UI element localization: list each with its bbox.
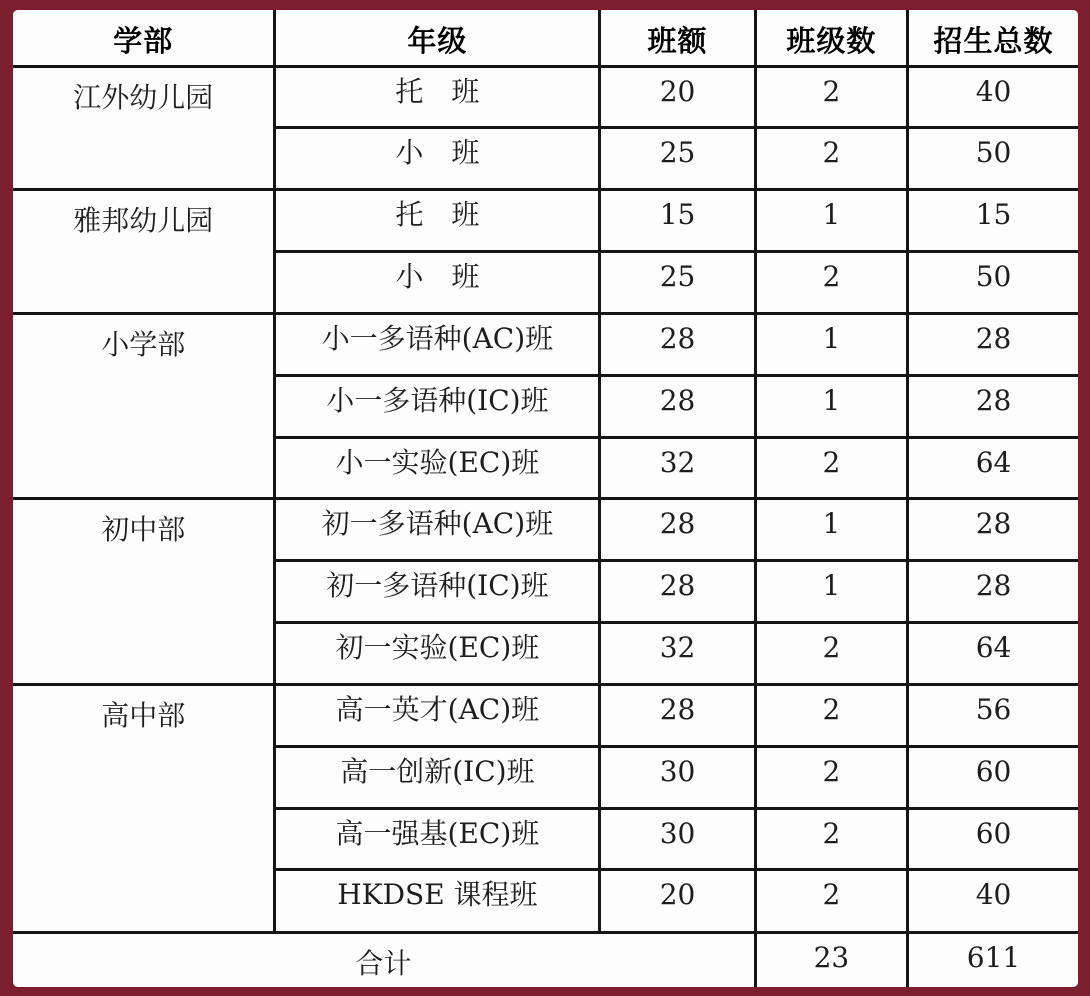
- department-cell: 小学部: [13, 313, 275, 499]
- grade-cell: 初一实验(EC)班: [275, 623, 600, 685]
- header-row: [13, 10, 1078, 66]
- total-row: [13, 932, 1078, 987]
- enrollment-cell: 40: [908, 66, 1078, 128]
- enrollment-cell: 28: [908, 313, 1078, 375]
- total-enrollment-cell: 611: [908, 932, 1078, 987]
- enrollment-cell: 28: [908, 499, 1078, 561]
- class-size-cell: 30: [600, 808, 755, 870]
- class-count-cell: 2: [755, 66, 907, 128]
- enrollment-cell: 40: [908, 870, 1078, 932]
- class-count-cell: 1: [755, 190, 907, 252]
- col-header-department: 学部: [13, 10, 275, 66]
- class-size-cell: 30: [600, 746, 755, 808]
- total-class-count-cell: 23: [755, 932, 907, 987]
- col-header-enrollment-total: 招生总数: [908, 10, 1078, 66]
- department-cell: 高中部: [13, 684, 275, 932]
- grade-cell: HKDSE 课程班: [275, 870, 600, 932]
- class-size-cell: 28: [600, 499, 755, 561]
- enrollment-cell: 64: [908, 623, 1078, 685]
- grade-cell: 初一多语种(AC)班: [275, 499, 600, 561]
- col-header-class-count: 班级数: [755, 10, 907, 66]
- table-panel: [13, 10, 1078, 987]
- class-count-cell: 2: [755, 808, 907, 870]
- enrollment-table: [13, 10, 1078, 987]
- grade-cell: 高一强基(EC)班: [275, 808, 600, 870]
- class-count-cell: 2: [755, 128, 907, 190]
- table-row: [13, 684, 1078, 746]
- class-count-cell: 2: [755, 623, 907, 685]
- enrollment-cell: 64: [908, 437, 1078, 499]
- enrollment-cell: 28: [908, 561, 1078, 623]
- grade-cell: 托 班: [275, 190, 600, 252]
- table-row: [13, 499, 1078, 561]
- class-size-cell: 20: [600, 870, 755, 932]
- class-count-cell: 1: [755, 561, 907, 623]
- enrollment-cell: 60: [908, 808, 1078, 870]
- department-cell: 雅邦幼儿园: [13, 190, 275, 314]
- class-size-cell: 28: [600, 375, 755, 437]
- class-count-cell: 2: [755, 684, 907, 746]
- grade-cell: 小一实验(EC)班: [275, 437, 600, 499]
- enrollment-cell: 50: [908, 128, 1078, 190]
- enrollment-cell: 15: [908, 190, 1078, 252]
- class-size-cell: 15: [600, 190, 755, 252]
- grade-cell: 初一多语种(IC)班: [275, 561, 600, 623]
- table-row: [13, 190, 1078, 252]
- table-row: [13, 66, 1078, 128]
- enrollment-cell: 50: [908, 252, 1078, 314]
- class-size-cell: 28: [600, 684, 755, 746]
- enrollment-cell: 60: [908, 746, 1078, 808]
- class-size-cell: 32: [600, 623, 755, 685]
- grade-cell: 小一多语种(IC)班: [275, 375, 600, 437]
- enrollment-cell: 28: [908, 375, 1078, 437]
- class-size-cell: 32: [600, 437, 755, 499]
- class-count-cell: 2: [755, 870, 907, 932]
- class-count-cell: 1: [755, 313, 907, 375]
- grade-cell: 小 班: [275, 252, 600, 314]
- class-size-cell: 25: [600, 252, 755, 314]
- grade-cell: 托 班: [275, 66, 600, 128]
- grade-cell: 高一英才(AC)班: [275, 684, 600, 746]
- class-size-cell: 20: [600, 66, 755, 128]
- class-count-cell: 2: [755, 437, 907, 499]
- grade-cell: 小 班: [275, 128, 600, 190]
- class-size-cell: 28: [600, 313, 755, 375]
- class-count-cell: 1: [755, 375, 907, 437]
- grade-cell: 小一多语种(AC)班: [275, 313, 600, 375]
- grade-cell: 高一创新(IC)班: [275, 746, 600, 808]
- col-header-class-size: 班额: [600, 10, 755, 66]
- table-row: [13, 313, 1078, 375]
- class-count-cell: 2: [755, 746, 907, 808]
- department-cell: 江外幼儿园: [13, 66, 275, 190]
- class-count-cell: 1: [755, 499, 907, 561]
- class-count-cell: 2: [755, 252, 907, 314]
- col-header-grade: 年级: [275, 10, 600, 66]
- class-size-cell: 25: [600, 128, 755, 190]
- total-label-cell: 合计: [13, 932, 755, 987]
- department-cell: 初中部: [13, 499, 275, 685]
- enrollment-cell: 56: [908, 684, 1078, 746]
- class-size-cell: 28: [600, 561, 755, 623]
